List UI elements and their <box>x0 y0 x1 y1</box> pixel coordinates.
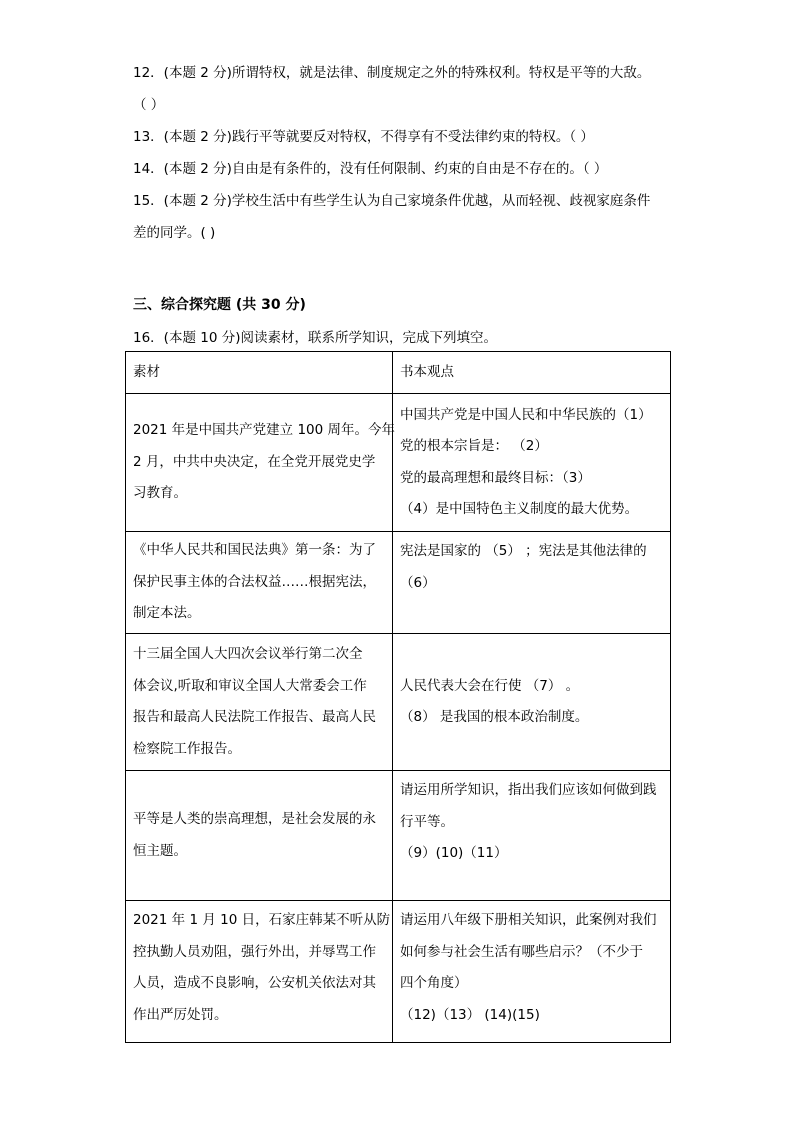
question-14: 14．(本题 2 分)自由是有条件的，没有任何限制、约束的自由是不存在的。（ ） <box>133 161 608 177</box>
table-row <box>126 532 671 634</box>
table-row <box>126 394 671 532</box>
viewpoint-line: 行平等。 <box>400 813 454 830</box>
material-viewpoint-table <box>125 351 671 1043</box>
material-line: 《中华人民共和国民法典》第一条：为了 <box>133 542 376 559</box>
table-row <box>126 771 671 901</box>
viewpoint-cell <box>393 532 671 634</box>
material-cell <box>126 771 393 901</box>
material-line: 保护民事主体的合法权益……根据宪法， <box>133 573 376 590</box>
question-12-answer-blank: （ ） <box>133 97 165 113</box>
viewpoint-line: （9）(10)（11） <box>400 845 508 861</box>
viewpoint-line: 中国共产党是中国人民和中华民族的（1） <box>400 406 652 423</box>
material-line: 恒主题。 <box>133 842 187 859</box>
material-line: 报告和最高人民法院工作报告、最高人民 <box>133 709 376 725</box>
material-line: 人员，造成不良影响，公安机关依法对其 <box>133 975 376 991</box>
viewpoint-line: 党的根本宗旨是： （2） <box>400 438 548 454</box>
material-line: 十三届全国人大四次会议举行第二次全 <box>133 646 363 662</box>
material-line: 2021 年是中国共产党建立 100 周年。今年 <box>133 422 395 439</box>
viewpoint-line: 请运用所学知识，指出我们应该如何做到践 <box>400 782 657 798</box>
material-line: 制定本法。 <box>133 605 201 622</box>
question-16-prompt: 16．(本题 10 分)阅读素材，联系所学知识，完成下列填空。 <box>133 330 497 346</box>
material-cell <box>126 634 393 771</box>
question-15-continued: 差的同学。( ) <box>133 225 216 241</box>
material-line: 平等是人类的崇高理想，是社会发展的永 <box>133 811 376 827</box>
material-line: 控执勤人员劝阻，强行外出，并辱骂工作 <box>133 943 376 960</box>
viewpoint-line: 请运用八年级下册相关知识，此案例对我们 <box>400 912 657 928</box>
table-row <box>126 634 671 771</box>
question-12: 12．(本题 2 分)所谓特权，就是法律、制度规定之外的特殊权利。特权是平等的大敌。 <box>133 65 651 81</box>
viewpoint-line: （6） <box>400 574 436 591</box>
material-cell <box>126 394 393 532</box>
header-material: 素材 <box>126 352 393 394</box>
viewpoint-cell <box>393 394 671 532</box>
material-cell <box>126 901 393 1043</box>
material-line: 习教育。 <box>133 485 187 502</box>
header-viewpoint: 书本观点 <box>393 352 671 394</box>
viewpoint-cell <box>393 771 671 901</box>
question-13: 13．(本题 2 分)践行平等就要反对特权，不得享有不受法律约束的特权。（ ） <box>133 129 594 145</box>
viewpoint-line: 人民代表大会在行使 （7） 。 <box>400 677 580 694</box>
question-15: 15．(本题 2 分)学校生活中有些学生认为自己家境条件优越，从而轻视、歧视家庭条件 <box>133 193 651 209</box>
viewpoint-line: 如何参与社会生活有哪些启示？（不少于 <box>400 943 643 960</box>
section-3-title: 三、综合探究题 (共 30 分) <box>133 297 306 313</box>
viewpoint-cell <box>393 634 671 771</box>
viewpoint-line: （4）是中国特色主义制度的最大优势。 <box>400 501 639 517</box>
viewpoint-line: （8） 是我国的根本政治制度。 <box>400 709 589 725</box>
material-line: 2021 年 1 月 10 日，石家庄韩某不听从防 <box>133 912 391 928</box>
material-cell <box>126 532 393 634</box>
viewpoint-line: 宪法是国家的 （5） ；宪法是其他法律的 <box>400 543 647 559</box>
material-line: 2 月，中共中央决定，在全党开展党史学 <box>133 453 376 470</box>
viewpoint-line: 党的最高理想和最终目标：（3） <box>400 469 591 486</box>
material-line: 检察院工作报告。 <box>133 740 241 757</box>
table-header-row <box>126 352 671 394</box>
material-line: 作出严厉处罚。 <box>133 1006 228 1023</box>
material-line: 体会议,听取和审议全国人大常委会工作 <box>133 677 367 694</box>
viewpoint-line: 四个角度） <box>400 975 468 991</box>
viewpoint-cell <box>393 901 671 1043</box>
viewpoint-line: （12)（13） (14)(15) <box>400 1006 540 1023</box>
table-row <box>126 901 671 1043</box>
